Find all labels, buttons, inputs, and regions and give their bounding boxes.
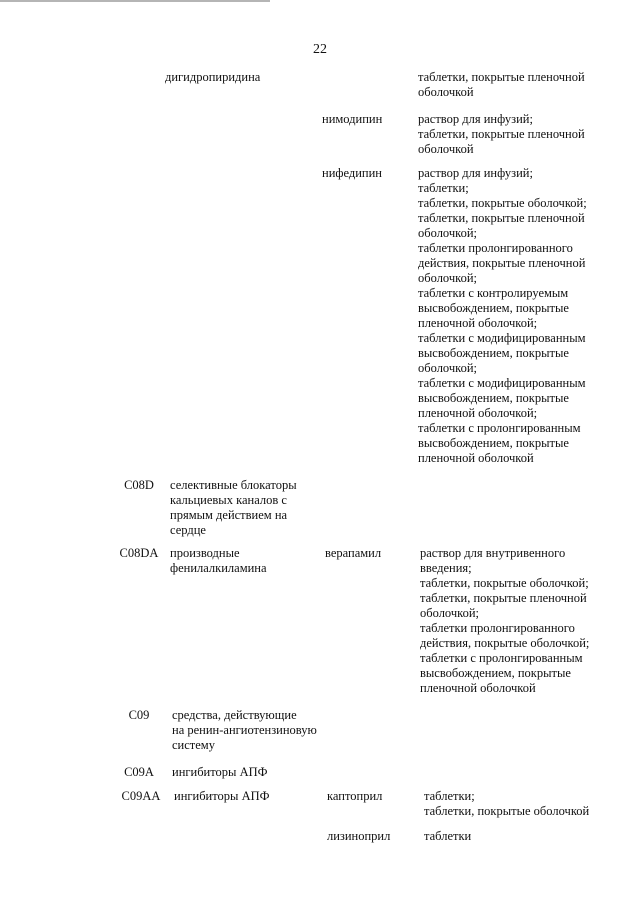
form-line: высвобождением, покрытые [418, 346, 569, 360]
dosage-forms [418, 70, 585, 100]
form-line: пленочной оболочкой; [418, 406, 538, 420]
form-line: таблетки, покрытые оболочкой [424, 804, 590, 818]
form-line: таблетки с пролонгированным [420, 651, 583, 665]
form-line: оболочкой; [418, 226, 477, 240]
form-line: таблетки; [418, 181, 469, 195]
form-line: таблетки пролонгированного [418, 241, 573, 255]
atc-code: C08DA [119, 546, 159, 560]
form-line: таблетки с контролируемым [418, 286, 569, 300]
form-line: высвобождением, покрытые [418, 391, 569, 405]
form-line: таблетки пролонгированного [420, 621, 575, 635]
atc-code: C08D [124, 478, 154, 492]
form-line: высвобождением, покрытые [418, 301, 569, 315]
group-line: производные [170, 546, 240, 560]
group-line: селективные блокаторы [170, 478, 297, 492]
atc-code: C09A [124, 765, 154, 779]
form-line: таблетки с модифицированным [418, 376, 586, 390]
group-line: средства, действующие [172, 708, 297, 722]
form-line: действия, покрытые пленочной [418, 256, 586, 270]
drug-name: лизиноприл [327, 829, 391, 843]
form-line: введения; [420, 561, 472, 575]
form-line: таблетки с модифицированным [418, 331, 586, 345]
group-name [170, 546, 267, 576]
group-line: сердце [170, 523, 206, 537]
form-line: высвобождением, покрытые [418, 436, 569, 450]
form-line: таблетки, покрытые пленочной [418, 127, 585, 141]
drug-name: нифедипин [322, 166, 382, 180]
group-line: на ренин-ангиотензиновую [172, 723, 317, 737]
group-name [165, 70, 260, 85]
group-name [172, 765, 268, 780]
form-line: раствор для внутривенного [420, 546, 566, 560]
form-line: таблетки, покрытые оболочкой; [420, 576, 589, 590]
dosage-forms [424, 829, 471, 844]
form-line: раствор для инфузий; [418, 112, 533, 126]
form-line: таблетки [424, 829, 472, 843]
group-line: дигидропиридина [165, 70, 261, 84]
drug-name: каптоприл [327, 789, 383, 803]
form-line: оболочкой; [418, 361, 477, 375]
form-line: оболочкой; [418, 271, 477, 285]
top-rule [0, 0, 270, 2]
drug-name: верапамил [325, 546, 382, 560]
dosage-forms [418, 166, 587, 466]
form-line: таблетки, покрытые пленочной [418, 70, 585, 84]
dosage-forms [424, 789, 589, 819]
drug-name: нимодипин [322, 112, 383, 126]
group-name [172, 708, 317, 753]
form-line: оболочкой; [420, 606, 479, 620]
form-line: таблетки; [424, 789, 475, 803]
form-line: оболочкой [418, 142, 474, 156]
form-line: действия, покрытые оболочкой; [420, 636, 590, 650]
atc-code: C09AA [121, 789, 161, 803]
form-line: пленочной оболочкой [418, 451, 534, 465]
form-line: таблетки, покрытые оболочкой; [418, 196, 587, 210]
group-line: систему [172, 738, 215, 752]
form-line: таблетки, покрытые пленочной [418, 211, 585, 225]
group-line: кальциевых каналов с [170, 493, 287, 507]
form-line: оболочкой [418, 85, 474, 99]
form-line: таблетки с пролонгированным [418, 421, 581, 435]
group-line: прямым действием на [170, 508, 288, 522]
form-line: пленочной оболочкой [420, 681, 536, 695]
form-line: раствор для инфузий; [418, 166, 533, 180]
form-line: таблетки, покрытые пленочной [420, 591, 587, 605]
dosage-forms [418, 112, 585, 157]
form-line: пленочной оболочкой; [418, 316, 538, 330]
form-line: высвобождением, покрытые [420, 666, 571, 680]
group-name [174, 789, 270, 804]
atc-code: C09 [128, 708, 150, 722]
dosage-forms [420, 546, 589, 696]
group-name [170, 478, 297, 538]
group-line: ингибиторы АПФ [172, 765, 268, 779]
group-line: фенилалкиламина [170, 561, 267, 575]
page-number: 22 [313, 42, 327, 57]
group-line: ингибиторы АПФ [174, 789, 270, 803]
